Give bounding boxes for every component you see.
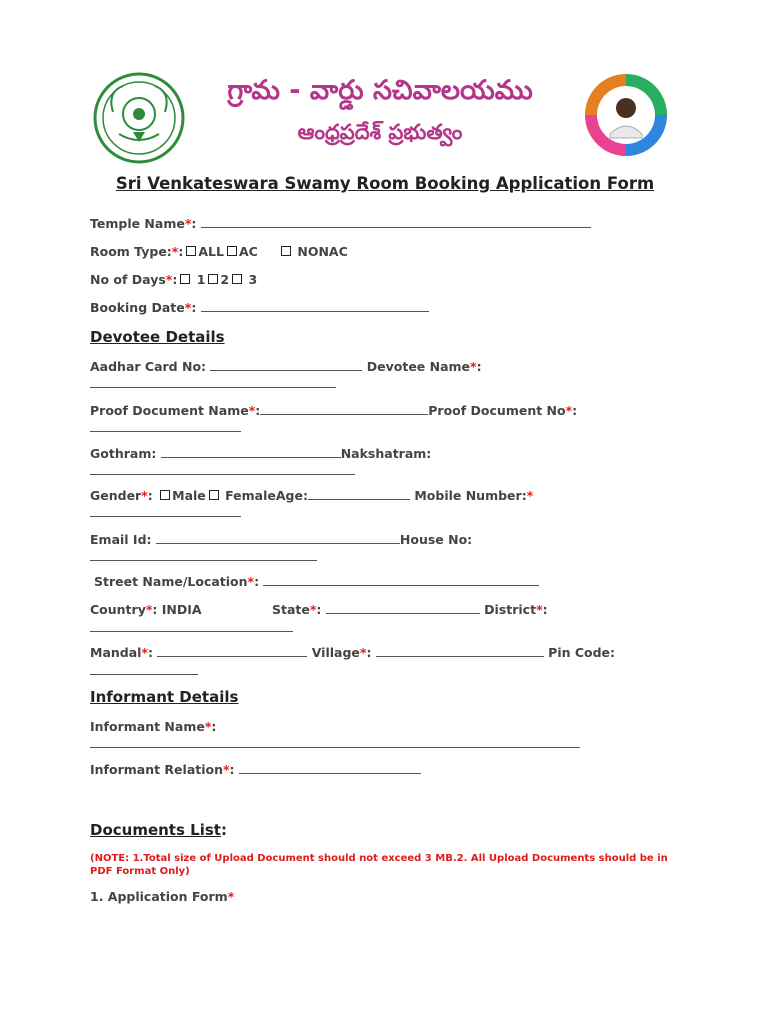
cm-photo-logo-icon bbox=[583, 72, 669, 158]
proof-document-row: Proof Document Name*: Proof Document No*: bbox=[90, 403, 578, 418]
house-no-field[interactable] bbox=[90, 560, 317, 561]
form-title: Sri Venkateswara Swamy Room Booking Application Form bbox=[115, 174, 655, 193]
room-nonac-checkbox[interactable] bbox=[281, 246, 291, 256]
day-3-checkbox[interactable] bbox=[232, 274, 242, 284]
document-item-application-form: 1. Application Form* bbox=[90, 889, 235, 904]
mandal-field[interactable] bbox=[157, 655, 307, 657]
informant-relation-field[interactable] bbox=[239, 772, 421, 774]
proof-document-no-field[interactable] bbox=[90, 431, 241, 432]
mandal-row: Mandal*: Village*: Pin Code: bbox=[90, 645, 616, 660]
pin-code-field[interactable] bbox=[90, 674, 198, 675]
gender-female-checkbox[interactable] bbox=[209, 490, 219, 500]
room-type-row: Room Type:*: ALL AC bbox=[90, 244, 258, 259]
room-all-checkbox[interactable] bbox=[186, 246, 196, 256]
informant-details-heading: Informant Details bbox=[90, 688, 239, 706]
proof-document-name-field[interactable] bbox=[260, 413, 428, 415]
booking-date-field[interactable] bbox=[201, 310, 429, 312]
informant-name-row: Informant Name*: bbox=[90, 719, 217, 734]
email-field[interactable] bbox=[156, 542, 400, 544]
country-row: Country*: INDIA bbox=[90, 602, 202, 617]
devotee-name-field[interactable] bbox=[90, 387, 336, 388]
village-field[interactable] bbox=[376, 655, 544, 657]
documents-note: (NOTE: 1.Total size of Upload Document should not exceed 3 MB.2. All Upload Documents should be in PDF Format Only) bbox=[90, 853, 668, 877]
booking-date-row: Booking Date*: bbox=[90, 300, 429, 315]
informant-name-field[interactable] bbox=[90, 747, 580, 748]
gothram-field[interactable] bbox=[161, 456, 341, 458]
temple-name-field[interactable] bbox=[201, 226, 591, 228]
aadhar-row: Aadhar Card No: Devotee Name*: bbox=[90, 359, 482, 374]
day-1-checkbox[interactable] bbox=[180, 274, 190, 284]
email-row: Email Id: House No: bbox=[90, 532, 473, 547]
ap-emblem-icon bbox=[93, 72, 185, 164]
documents-list-heading: Documents List: bbox=[90, 821, 227, 839]
street-field[interactable] bbox=[263, 584, 539, 586]
day-2-checkbox[interactable] bbox=[208, 274, 218, 284]
street-row: Street Name/Location*: bbox=[94, 574, 539, 589]
state-field[interactable] bbox=[326, 612, 480, 614]
devotee-details-heading: Devotee Details bbox=[90, 328, 225, 346]
aadhar-field[interactable] bbox=[210, 369, 362, 371]
header-title-telugu: గ్రామ - వార్డు సచివాలయము bbox=[227, 75, 533, 106]
mobile-number-field[interactable] bbox=[90, 516, 241, 517]
nakshatram-field[interactable] bbox=[90, 474, 355, 475]
gothram-row: Gothram: Nakshatram: bbox=[90, 446, 432, 461]
informant-relation-row: Informant Relation*: bbox=[90, 762, 421, 777]
state-row: State*: District*: bbox=[272, 602, 548, 617]
gender-row: Gender*: Male FemaleAge: Mobile Number:* bbox=[90, 488, 534, 503]
district-field[interactable] bbox=[90, 631, 293, 632]
gender-male-checkbox[interactable] bbox=[160, 490, 170, 500]
temple-name-row: Temple Name*: bbox=[90, 216, 591, 231]
age-field[interactable] bbox=[308, 498, 410, 500]
room-nonac-option: NONAC bbox=[278, 244, 348, 259]
no-of-days-row: No of Days*: 1 2 3 bbox=[90, 272, 258, 287]
header-subtitle-telugu: ఆంధ్రప్రదేశ్ ప్రభుత్వం bbox=[297, 120, 463, 144]
room-ac-checkbox[interactable] bbox=[227, 246, 237, 256]
country-value: INDIA bbox=[161, 602, 202, 617]
